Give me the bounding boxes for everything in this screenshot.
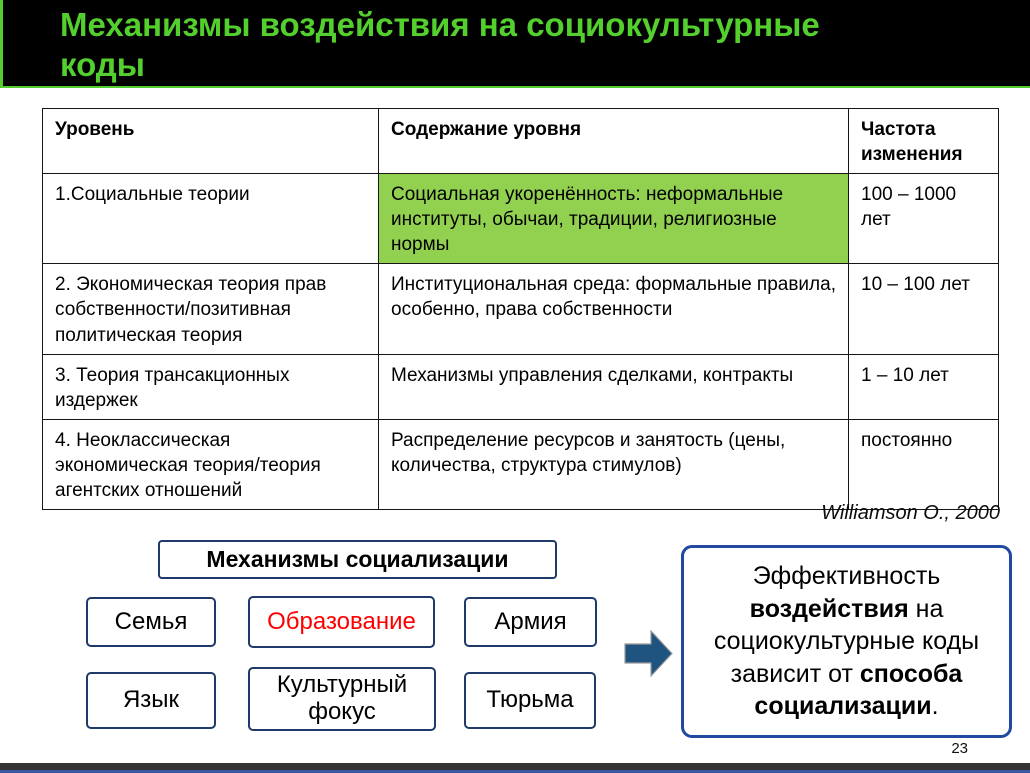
mechanisms-header-label: Механизмы социализации [206,545,509,572]
cell-level-2: 2. Экономическая теория прав собственности/позитивная политическая теория [43,264,379,354]
mechanism-box-language [86,672,216,729]
table-row [43,264,999,354]
mechanism-box-family [86,597,216,647]
conclusion-box [681,545,1012,738]
table-row [43,174,999,264]
mechanism-label-family: Семья [114,607,188,635]
slide-header [0,0,1030,88]
mechanism-label-cultural-focus: Культурный фокус [276,671,408,725]
cell-content-1-highlighted: Социальная укоренённость: неформальные институты, обычаи, традиции, религиозные нормы [379,174,849,264]
table-row [43,354,999,419]
cell-frequency-1: 100 – 1000 лет [849,174,999,264]
cell-content-3: Механизмы управления сделками, контракты [379,354,849,419]
mechanism-label-prison: Тюрьма [486,686,574,714]
mechanism-box-education [248,596,435,648]
mechanism-label-language: Язык [122,686,180,714]
table-header-row [43,109,999,174]
cell-level-1: 1.Социальные теории [43,174,379,264]
cell-level-3: 3. Теория трансакционных издержек [43,354,379,419]
cell-content-2: Институциональная среда: формальные правила, особенно, права собственности [379,264,849,354]
cell-frequency-2: 10 – 100 лет [849,264,999,354]
mechanism-box-army [464,597,597,647]
cell-frequency-3: 1 – 10 лет [849,354,999,419]
col-header-level: Уровень [43,109,379,174]
cell-level-4: 4. Неоклассическая экономическая теория/теория агентских отношений [43,419,379,509]
slide-title: Механизмы воздействия на социокультурные коды [60,6,820,84]
mechanisms-header-box [158,540,557,579]
conclusion-text: Эффективность воздействия на социокультурные коды зависит от способа социализации. [713,562,980,721]
mechanism-label-army: Армия [494,607,567,635]
table-row [43,419,999,509]
right-arrow-icon [624,628,674,679]
source-attribution: Williamson O., 2000 [821,502,1000,524]
footer-black-bar [0,763,1030,770]
cell-content-4: Распределение ресурсов и занятость (цены, количества, структура стимулов) [379,419,849,509]
col-header-content: Содержание уровня [379,109,849,174]
page-number: 23 [951,740,968,757]
mechanism-box-prison [464,672,596,729]
mechanism-label-education: Образование [267,607,416,635]
williamson-levels-table [42,108,999,510]
mechanism-box-cultural-focus [248,667,436,731]
cell-frequency-4: постоянно [849,419,999,509]
col-header-frequency: Частота изменения [849,109,999,174]
